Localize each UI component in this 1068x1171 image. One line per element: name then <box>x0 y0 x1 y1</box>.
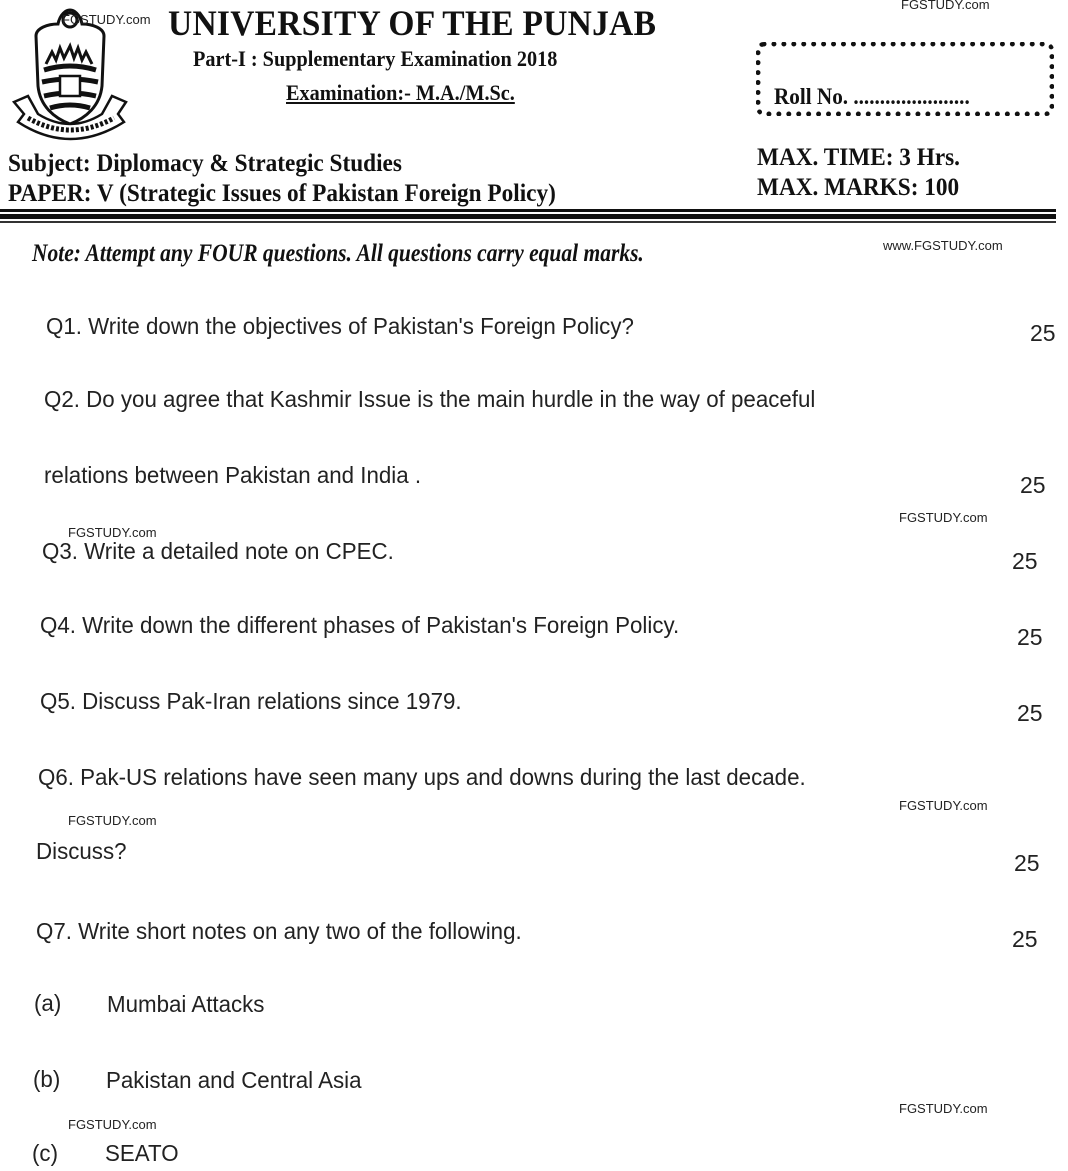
subitem-a-text: Mumbai Attacks <box>107 991 265 1017</box>
question-7: Q7. Write short notes on any two of the following. <box>36 918 522 944</box>
max-time: MAX. TIME: 3 Hrs. <box>757 144 961 171</box>
question-6-marks: 25 <box>1014 850 1040 876</box>
watermark: FGSTUDY.com <box>899 798 988 813</box>
watermark: FGSTUDY.com <box>68 525 157 540</box>
question-3-marks: 25 <box>1012 548 1038 574</box>
question-5-marks: 25 <box>1017 700 1043 726</box>
question-5: Q5. Discuss Pak-Iran relations since 1979. <box>40 688 462 714</box>
examination-name: Examination:- M.A./M.Sc. <box>286 80 515 105</box>
paper-line: PAPER: V (Strategic Issues of Pakistan Foreign Policy) <box>8 180 556 207</box>
watermark: FGSTUDY.com <box>899 1101 988 1116</box>
watermark: FGSTUDY.com <box>68 813 157 828</box>
watermark: FGSTUDY.com <box>899 510 988 525</box>
instructions-note: Note: Attempt any FOUR questions. All questions carry equal marks. <box>32 240 644 267</box>
question-6-continuation: Discuss? <box>36 838 127 864</box>
subitem-c-text: SEATO <box>105 1140 179 1166</box>
question-2-continuation: relations between Pakistan and India . <box>44 462 422 488</box>
header-divider <box>0 209 1056 212</box>
header-divider <box>0 214 1056 219</box>
question-2: Q2. Do you agree that Kashmir Issue is the main hurdle in the way of peaceful <box>44 386 816 412</box>
watermark: FGSTUDY.com <box>901 0 990 12</box>
roll-number-field: Roll No. ...................... <box>774 84 970 109</box>
watermark: FGSTUDY.com <box>62 12 151 27</box>
university-crest-icon <box>8 6 158 146</box>
question-2-marks: 25 <box>1020 472 1046 498</box>
question-4: Q4. Write down the different phases of Pakistan's Foreign Policy. <box>40 612 680 638</box>
question-1-marks: 25 <box>1030 320 1056 346</box>
question-4-marks: 25 <box>1017 624 1043 650</box>
question-3: Q3. Write a detailed note on CPEC. <box>42 538 394 564</box>
university-title: UNIVERSITY OF THE PUNJAB <box>168 3 657 43</box>
header-divider <box>0 221 1056 223</box>
max-marks: MAX. MARKS: 100 <box>757 174 960 201</box>
subject-line: Subject: Diplomacy & Strategic Studies <box>8 150 402 177</box>
watermark: FGSTUDY.com <box>68 1117 157 1132</box>
subitem-a-letter: (a) <box>34 990 62 1016</box>
subitem-b-letter: (b) <box>33 1066 61 1092</box>
subitem-c-letter: (c) <box>32 1140 59 1166</box>
watermark: www.FGSTUDY.com <box>883 238 1003 253</box>
exam-session: Part-I : Supplementary Examination 2018 <box>193 46 558 71</box>
question-1: Q1. Write down the objectives of Pakistan's Foreign Policy? <box>46 313 634 339</box>
subitem-b-text: Pakistan and Central Asia <box>106 1067 362 1093</box>
question-6: Q6. Pak-US relations have seen many ups and downs during the last decade. <box>38 764 806 790</box>
question-7-marks: 25 <box>1012 926 1038 952</box>
